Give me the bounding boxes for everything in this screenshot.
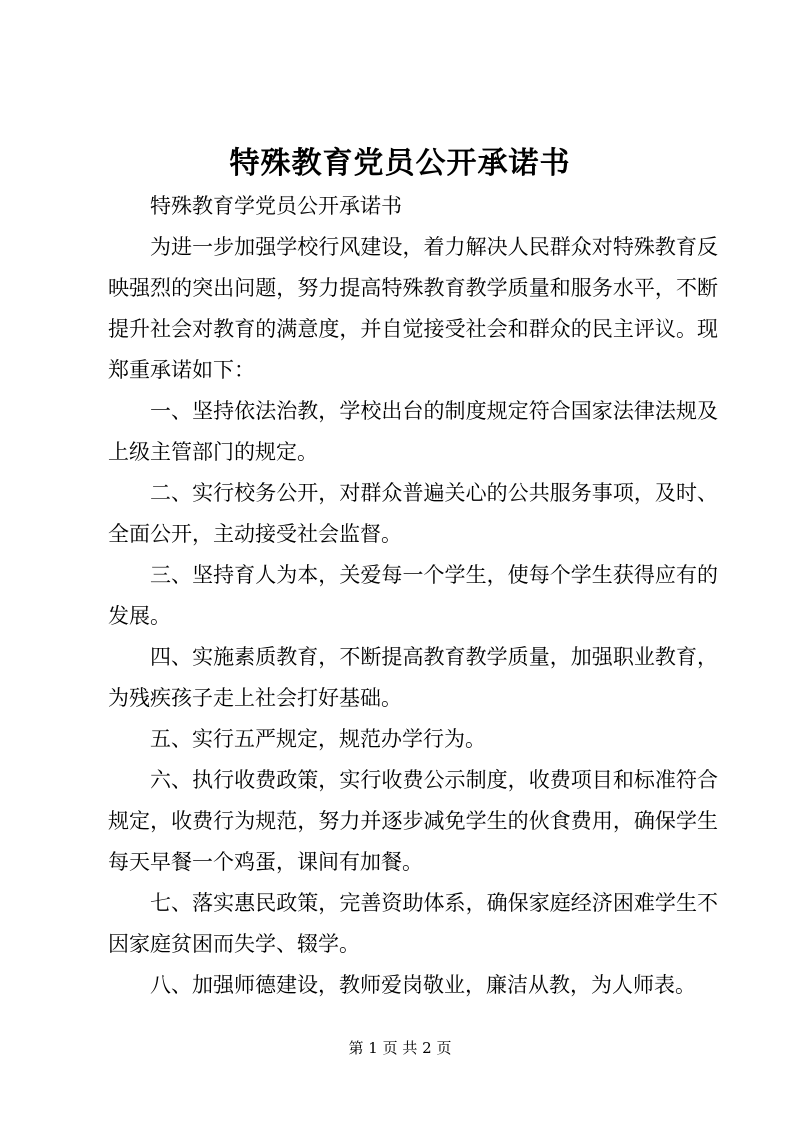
- intro-paragraph: 为进一步加强学校行风建设，着力解决人民群众对特殊教育反映强烈的突出问题，努力提高特殊教育教学质量和服务水平，不断提升社会对教育的满意度，并自觉接受社会和群众的民主评议。现郑重承诺如下：: [108, 235, 718, 382]
- document-title: 特殊教育党员公开承诺书: [229, 146, 571, 181]
- commitment-item-2: 二、实行校务公开，对群众普遍关心的公共服务事项，及时、全面公开，主动接受社会监督。: [108, 481, 718, 546]
- commitment-item-8: 八、加强师德建设，教师爱岗敬业，廉洁从教，为人师表。: [150, 973, 696, 997]
- commitment-item-7: 七、落实惠民政策，完善资助体系，确保家庭经济困难学生不因家庭贫困而失学、辍学。: [108, 891, 718, 956]
- commitment-item-1: 一、坚持依法治教，学校出台的制度规定符合国家法律法规及上级主管部门的规定。: [108, 399, 718, 464]
- page-number-footer: 第 1 页 共 2 页: [348, 1039, 452, 1057]
- commitment-item-4: 四、实施素质教育，不断提高教育教学质量，加强职业教育，为残疾孩子走上社会打好基础。: [108, 645, 718, 710]
- document-body: [108, 186, 718, 1006]
- subtitle-paragraph: 特殊教育学党员公开承诺书: [150, 194, 402, 218]
- commitment-item-6: 六、执行收费政策，实行收费公示制度，收费项目和标准符合规定，收费行为规范，努力并逐步减免学生的伙食费用，确保学生每天早餐一个鸡蛋，课间有加餐。: [108, 768, 718, 874]
- commitment-item-3: 三、坚持育人为本，关爱每一个学生，使每个学生获得应有的发展。: [108, 563, 718, 628]
- commitment-item-5: 五、实行五严规定，规范办学行为。: [150, 727, 486, 751]
